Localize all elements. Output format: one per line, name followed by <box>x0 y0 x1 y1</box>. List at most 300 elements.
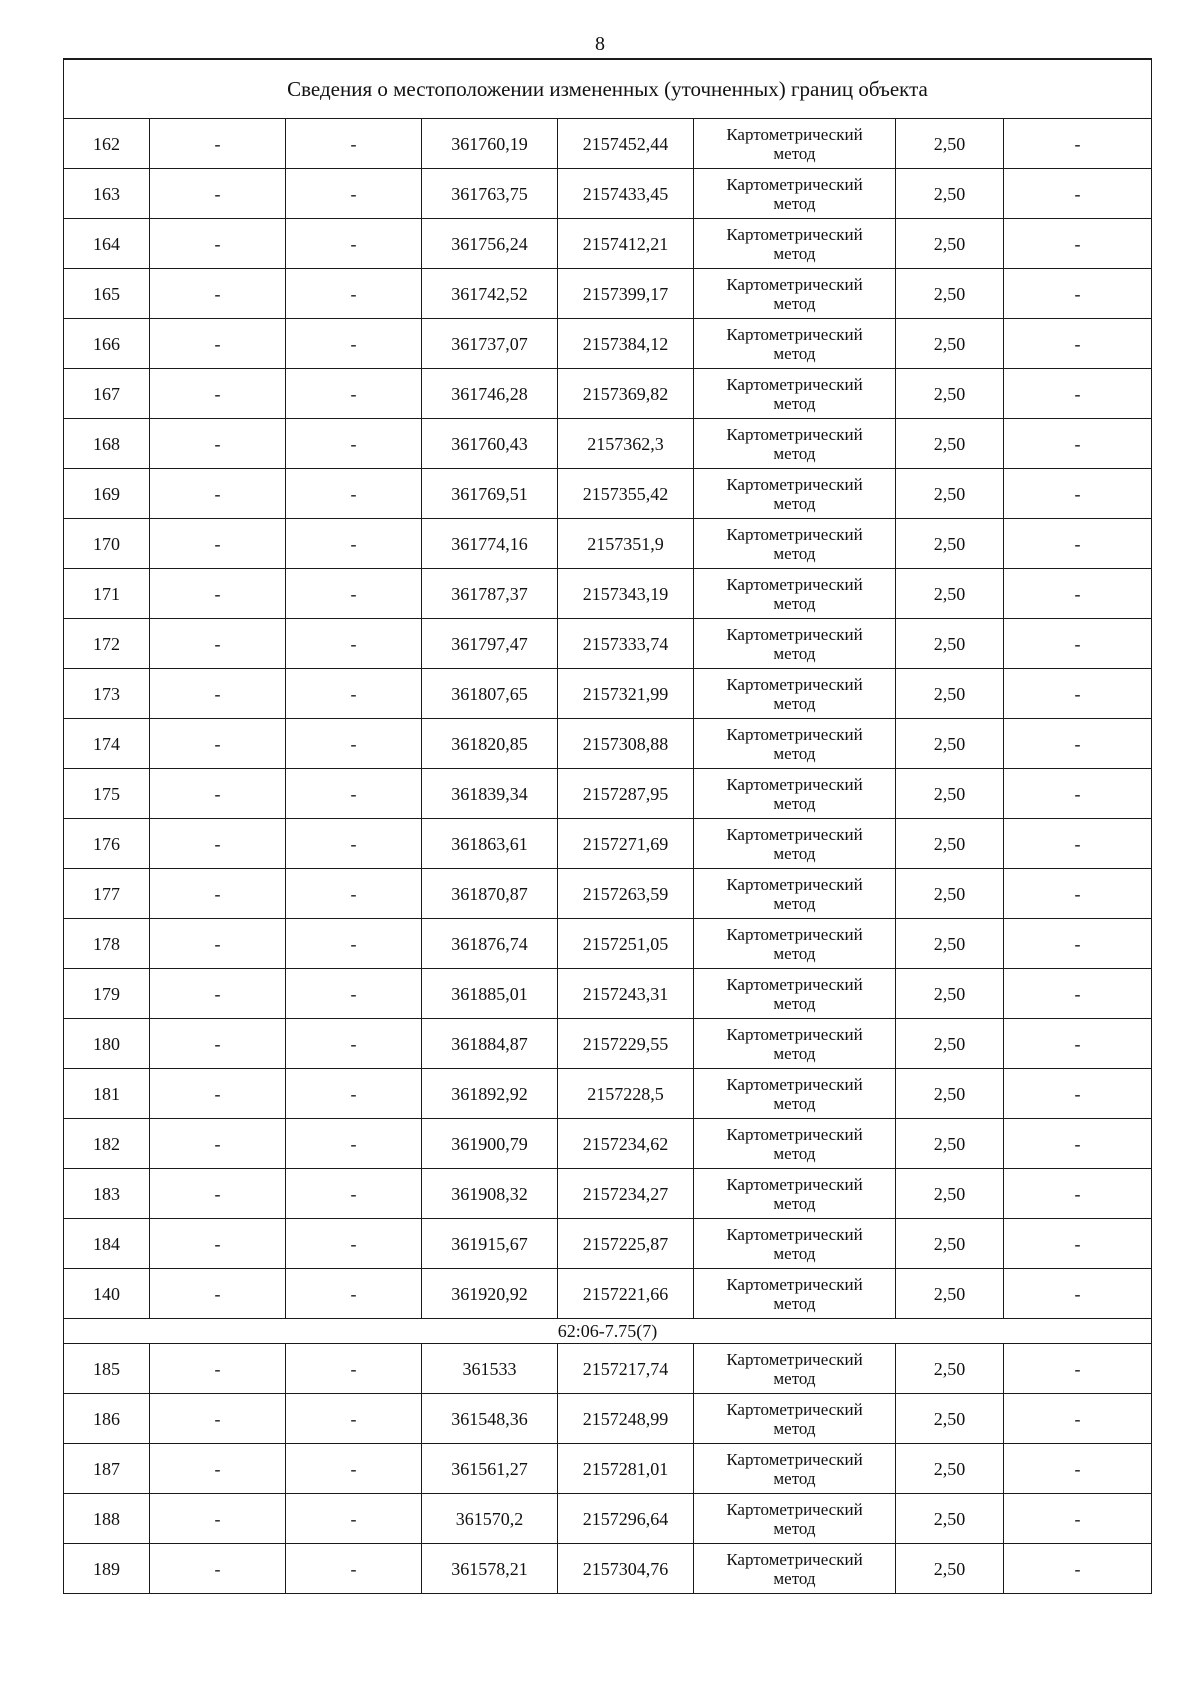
accuracy-cell: 2,50 <box>896 1544 1004 1594</box>
x-coordinate-cell: 361561,27 <box>422 1444 558 1494</box>
accuracy-cell: 2,50 <box>896 869 1004 919</box>
method-line-2: метод <box>773 1193 816 1213</box>
table-row <box>64 369 1152 419</box>
method-cell <box>694 269 896 319</box>
method-cell <box>694 569 896 619</box>
old-y-cell: - <box>286 819 422 869</box>
old-x-cell: - <box>150 619 286 669</box>
y-coordinate-cell: 2157351,9 <box>558 519 694 569</box>
method-line-1: Картометрический <box>726 324 863 344</box>
table-row <box>64 219 1152 269</box>
accuracy-cell: 2,50 <box>896 569 1004 619</box>
method-line-1: Картометрический <box>726 174 863 194</box>
old-y-cell: - <box>286 619 422 669</box>
old-x-cell: - <box>150 869 286 919</box>
method-line-2: метод <box>773 593 816 613</box>
accuracy-cell: 2,50 <box>896 919 1004 969</box>
x-coordinate-cell: 361820,85 <box>422 719 558 769</box>
table-row <box>64 1069 1152 1119</box>
method-line-2: метод <box>773 893 816 913</box>
method-cell <box>694 519 896 569</box>
table-row <box>64 619 1152 669</box>
point-number-cell: 167 <box>64 369 150 419</box>
method-cell <box>694 969 896 1019</box>
method-line-2: метод <box>773 343 816 363</box>
y-coordinate-cell: 2157217,74 <box>558 1344 694 1394</box>
description-cell: - <box>1004 1494 1152 1544</box>
y-coordinate-cell: 2157251,05 <box>558 919 694 969</box>
description-cell: - <box>1004 669 1152 719</box>
table-row <box>64 169 1152 219</box>
method-line-2: метод <box>773 443 816 463</box>
old-y-cell: - <box>286 1494 422 1544</box>
description-cell: - <box>1004 869 1152 919</box>
y-coordinate-cell: 2157355,42 <box>558 469 694 519</box>
x-coordinate-cell: 361760,43 <box>422 419 558 469</box>
point-number-cell: 181 <box>64 1069 150 1119</box>
description-cell: - <box>1004 119 1152 169</box>
point-number-cell: 174 <box>64 719 150 769</box>
old-x-cell: - <box>150 1394 286 1444</box>
x-coordinate-cell: 361742,52 <box>422 269 558 319</box>
description-cell: - <box>1004 719 1152 769</box>
y-coordinate-cell: 2157369,82 <box>558 369 694 419</box>
y-coordinate-cell: 2157399,17 <box>558 269 694 319</box>
description-cell: - <box>1004 1069 1152 1119</box>
section-label: 62:06-7.75(7) <box>64 1319 1152 1344</box>
method-cell <box>694 769 896 819</box>
method-line-1: Картометрический <box>726 974 863 994</box>
method-line-1: Картометрический <box>726 1399 863 1419</box>
old-y-cell: - <box>286 1444 422 1494</box>
old-y-cell: - <box>286 1219 422 1269</box>
method-line-2: метод <box>773 493 816 513</box>
accuracy-cell: 2,50 <box>896 1119 1004 1169</box>
description-cell: - <box>1004 1169 1152 1219</box>
method-cell <box>694 719 896 769</box>
accuracy-cell: 2,50 <box>896 819 1004 869</box>
accuracy-cell: 2,50 <box>896 1169 1004 1219</box>
table-row <box>64 119 1152 169</box>
point-number-cell: 177 <box>64 869 150 919</box>
method-line-2: метод <box>773 843 816 863</box>
method-line-1: Картометрический <box>726 474 863 494</box>
method-cell <box>694 1544 896 1594</box>
old-x-cell: - <box>150 1069 286 1119</box>
x-coordinate-cell: 361578,21 <box>422 1544 558 1594</box>
x-coordinate-cell: 361737,07 <box>422 319 558 369</box>
table-row <box>64 1394 1152 1444</box>
method-line-1: Картометрический <box>726 774 863 794</box>
table-row <box>64 1119 1152 1169</box>
method-line-1: Картометрический <box>726 574 863 594</box>
description-cell: - <box>1004 319 1152 369</box>
table-row <box>64 419 1152 469</box>
accuracy-cell: 2,50 <box>896 219 1004 269</box>
method-line-1: Картометрический <box>726 224 863 244</box>
point-number-cell: 164 <box>64 219 150 269</box>
old-y-cell: - <box>286 219 422 269</box>
description-cell: - <box>1004 219 1152 269</box>
x-coordinate-cell: 361885,01 <box>422 969 558 1019</box>
method-cell <box>694 1394 896 1444</box>
old-y-cell: - <box>286 319 422 369</box>
old-x-cell: - <box>150 1219 286 1269</box>
point-number-cell: 178 <box>64 919 150 969</box>
table-row <box>64 919 1152 969</box>
old-y-cell: - <box>286 669 422 719</box>
method-cell <box>694 169 896 219</box>
method-line-1: Картометрический <box>726 1224 863 1244</box>
table-row <box>64 819 1152 869</box>
method-line-1: Картометрический <box>726 274 863 294</box>
table-body <box>64 59 1152 1594</box>
table-row <box>64 669 1152 719</box>
method-line-2: метод <box>773 743 816 763</box>
table-row <box>64 469 1152 519</box>
description-cell: - <box>1004 469 1152 519</box>
old-y-cell: - <box>286 969 422 1019</box>
old-x-cell: - <box>150 519 286 569</box>
method-cell <box>694 1444 896 1494</box>
method-line-2: метод <box>773 143 816 163</box>
y-coordinate-cell: 2157229,55 <box>558 1019 694 1069</box>
x-coordinate-cell: 361756,24 <box>422 219 558 269</box>
description-cell: - <box>1004 1019 1152 1069</box>
description-cell: - <box>1004 1119 1152 1169</box>
point-number-cell: 182 <box>64 1119 150 1169</box>
method-line-1: Картометрический <box>726 1274 863 1294</box>
description-cell: - <box>1004 1394 1152 1444</box>
description-cell: - <box>1004 769 1152 819</box>
point-number-cell: 168 <box>64 419 150 469</box>
method-cell <box>694 869 896 919</box>
accuracy-cell: 2,50 <box>896 769 1004 819</box>
method-cell <box>694 1019 896 1069</box>
method-line-2: метод <box>773 543 816 563</box>
method-line-2: метод <box>773 1468 816 1488</box>
old-y-cell: - <box>286 119 422 169</box>
old-y-cell: - <box>286 169 422 219</box>
table-row <box>64 519 1152 569</box>
method-cell <box>694 619 896 669</box>
table-row <box>64 1544 1152 1594</box>
accuracy-cell: 2,50 <box>896 1344 1004 1394</box>
description-cell: - <box>1004 519 1152 569</box>
description-cell: - <box>1004 1219 1152 1269</box>
x-coordinate-cell: 361797,47 <box>422 619 558 669</box>
description-cell: - <box>1004 369 1152 419</box>
old-y-cell: - <box>286 1544 422 1594</box>
method-line-2: метод <box>773 1568 816 1588</box>
x-coordinate-cell: 361863,61 <box>422 819 558 869</box>
old-x-cell: - <box>150 1344 286 1394</box>
point-number-cell: 184 <box>64 1219 150 1269</box>
method-line-1: Картометрический <box>726 124 863 144</box>
accuracy-cell: 2,50 <box>896 719 1004 769</box>
old-x-cell: - <box>150 1019 286 1069</box>
y-coordinate-cell: 2157452,44 <box>558 119 694 169</box>
method-line-1: Картометрический <box>726 1174 863 1194</box>
accuracy-cell: 2,50 <box>896 419 1004 469</box>
method-line-2: метод <box>773 1093 816 1113</box>
accuracy-cell: 2,50 <box>896 519 1004 569</box>
old-y-cell: - <box>286 869 422 919</box>
description-cell: - <box>1004 569 1152 619</box>
method-line-2: метод <box>773 1143 816 1163</box>
description-cell: - <box>1004 1444 1152 1494</box>
old-x-cell: - <box>150 419 286 469</box>
y-coordinate-cell: 2157321,99 <box>558 669 694 719</box>
x-coordinate-cell: 361763,75 <box>422 169 558 219</box>
method-line-1: Картометрический <box>726 1074 863 1094</box>
x-coordinate-cell: 361884,87 <box>422 1019 558 1069</box>
method-cell <box>694 1219 896 1269</box>
old-x-cell: - <box>150 669 286 719</box>
accuracy-cell: 2,50 <box>896 469 1004 519</box>
point-number-cell: 162 <box>64 119 150 169</box>
description-cell: - <box>1004 1269 1152 1319</box>
method-line-1: Картометрический <box>726 824 863 844</box>
method-cell <box>694 119 896 169</box>
method-line-2: метод <box>773 1418 816 1438</box>
method-cell <box>694 1119 896 1169</box>
method-cell <box>694 1269 896 1319</box>
point-number-cell: 175 <box>64 769 150 819</box>
method-line-2: метод <box>773 993 816 1013</box>
point-number-cell: 187 <box>64 1444 150 1494</box>
y-coordinate-cell: 2157333,74 <box>558 619 694 669</box>
table-row <box>64 1219 1152 1269</box>
accuracy-cell: 2,50 <box>896 619 1004 669</box>
method-line-1: Картометрический <box>726 1549 863 1569</box>
y-coordinate-cell: 2157296,64 <box>558 1494 694 1544</box>
old-y-cell: - <box>286 1394 422 1444</box>
method-line-1: Картометрический <box>726 1024 863 1044</box>
method-line-2: метод <box>773 243 816 263</box>
y-coordinate-cell: 2157221,66 <box>558 1269 694 1319</box>
x-coordinate-cell: 361787,37 <box>422 569 558 619</box>
point-number-cell: 140 <box>64 1269 150 1319</box>
old-y-cell: - <box>286 919 422 969</box>
x-coordinate-cell: 361892,92 <box>422 1069 558 1119</box>
accuracy-cell: 2,50 <box>896 1269 1004 1319</box>
y-coordinate-cell: 2157287,95 <box>558 769 694 819</box>
y-coordinate-cell: 2157308,88 <box>558 719 694 769</box>
old-x-cell: - <box>150 119 286 169</box>
y-coordinate-cell: 2157304,76 <box>558 1544 694 1594</box>
old-y-cell: - <box>286 569 422 619</box>
y-coordinate-cell: 2157243,31 <box>558 969 694 1019</box>
point-number-cell: 170 <box>64 519 150 569</box>
table-row <box>64 1344 1152 1394</box>
x-coordinate-cell: 361920,92 <box>422 1269 558 1319</box>
method-line-1: Картометрический <box>726 424 863 444</box>
method-line-2: метод <box>773 1043 816 1063</box>
accuracy-cell: 2,50 <box>896 669 1004 719</box>
method-line-2: метод <box>773 1368 816 1388</box>
old-x-cell: - <box>150 819 286 869</box>
y-coordinate-cell: 2157234,62 <box>558 1119 694 1169</box>
method-cell <box>694 219 896 269</box>
x-coordinate-cell: 361533 <box>422 1344 558 1394</box>
x-coordinate-cell: 361839,34 <box>422 769 558 819</box>
page-number: 8 <box>595 33 605 55</box>
method-line-1: Картометрический <box>726 624 863 644</box>
point-number-cell: 172 <box>64 619 150 669</box>
method-line-2: метод <box>773 1293 816 1313</box>
table-row <box>64 1444 1152 1494</box>
old-x-cell: - <box>150 569 286 619</box>
section-row <box>64 1319 1152 1344</box>
table-row <box>64 1269 1152 1319</box>
old-y-cell: - <box>286 1119 422 1169</box>
old-x-cell: - <box>150 1119 286 1169</box>
point-number-cell: 166 <box>64 319 150 369</box>
table-row <box>64 319 1152 369</box>
point-number-cell: 185 <box>64 1344 150 1394</box>
description-cell: - <box>1004 619 1152 669</box>
old-y-cell: - <box>286 1019 422 1069</box>
description-cell: - <box>1004 269 1152 319</box>
y-coordinate-cell: 2157433,45 <box>558 169 694 219</box>
old-y-cell: - <box>286 1069 422 1119</box>
method-cell <box>694 319 896 369</box>
description-cell: - <box>1004 819 1152 869</box>
old-x-cell: - <box>150 469 286 519</box>
table-title: Сведения о местоположении измененных (уточненных) границ объекта <box>64 59 1152 119</box>
old-y-cell: - <box>286 769 422 819</box>
accuracy-cell: 2,50 <box>896 269 1004 319</box>
old-y-cell: - <box>286 269 422 319</box>
x-coordinate-cell: 361915,67 <box>422 1219 558 1269</box>
y-coordinate-cell: 2157412,21 <box>558 219 694 269</box>
old-x-cell: - <box>150 319 286 369</box>
point-number-cell: 179 <box>64 969 150 1019</box>
point-number-cell: 163 <box>64 169 150 219</box>
point-number-cell: 171 <box>64 569 150 619</box>
x-coordinate-cell: 361570,2 <box>422 1494 558 1544</box>
x-coordinate-cell: 361760,19 <box>422 119 558 169</box>
method-line-2: метод <box>773 293 816 313</box>
old-x-cell: - <box>150 969 286 1019</box>
old-y-cell: - <box>286 1344 422 1394</box>
point-number-cell: 176 <box>64 819 150 869</box>
method-cell <box>694 819 896 869</box>
old-y-cell: - <box>286 1269 422 1319</box>
accuracy-cell: 2,50 <box>896 1019 1004 1069</box>
description-cell: - <box>1004 919 1152 969</box>
accuracy-cell: 2,50 <box>896 1494 1004 1544</box>
point-number-cell: 188 <box>64 1494 150 1544</box>
description-cell: - <box>1004 169 1152 219</box>
description-cell: - <box>1004 1544 1152 1594</box>
method-line-1: Картометрический <box>726 1124 863 1144</box>
y-coordinate-cell: 2157225,87 <box>558 1219 694 1269</box>
method-line-2: метод <box>773 1518 816 1538</box>
table-row <box>64 719 1152 769</box>
method-line-2: метод <box>773 193 816 213</box>
x-coordinate-cell: 361746,28 <box>422 369 558 419</box>
method-line-1: Картометрический <box>726 524 863 544</box>
accuracy-cell: 2,50 <box>896 119 1004 169</box>
point-number-cell: 173 <box>64 669 150 719</box>
x-coordinate-cell: 361807,65 <box>422 669 558 719</box>
method-cell <box>694 1344 896 1394</box>
accuracy-cell: 2,50 <box>896 1394 1004 1444</box>
y-coordinate-cell: 2157384,12 <box>558 319 694 369</box>
old-x-cell: - <box>150 169 286 219</box>
method-cell <box>694 469 896 519</box>
x-coordinate-cell: 361870,87 <box>422 869 558 919</box>
description-cell: - <box>1004 1344 1152 1394</box>
method-cell <box>694 669 896 719</box>
old-y-cell: - <box>286 369 422 419</box>
old-x-cell: - <box>150 769 286 819</box>
point-number-cell: 183 <box>64 1169 150 1219</box>
accuracy-cell: 2,50 <box>896 1069 1004 1119</box>
table-row <box>64 869 1152 919</box>
accuracy-cell: 2,50 <box>896 1219 1004 1269</box>
method-cell <box>694 1494 896 1544</box>
accuracy-cell: 2,50 <box>896 969 1004 1019</box>
old-x-cell: - <box>150 919 286 969</box>
y-coordinate-cell: 2157271,69 <box>558 819 694 869</box>
x-coordinate-cell: 361908,32 <box>422 1169 558 1219</box>
method-line-1: Картометрический <box>726 874 863 894</box>
table-row <box>64 1494 1152 1544</box>
y-coordinate-cell: 2157234,27 <box>558 1169 694 1219</box>
method-cell <box>694 369 896 419</box>
old-x-cell: - <box>150 1444 286 1494</box>
point-number-cell: 189 <box>64 1544 150 1594</box>
method-line-1: Картометрический <box>726 374 863 394</box>
old-y-cell: - <box>286 719 422 769</box>
method-line-1: Картометрический <box>726 1499 863 1519</box>
table-row <box>64 1169 1152 1219</box>
method-cell <box>694 1169 896 1219</box>
method-cell <box>694 419 896 469</box>
method-line-1: Картометрический <box>726 674 863 694</box>
old-x-cell: - <box>150 1269 286 1319</box>
old-x-cell: - <box>150 219 286 269</box>
point-number-cell: 180 <box>64 1019 150 1069</box>
method-line-2: метод <box>773 793 816 813</box>
method-line-1: Картометрический <box>726 724 863 744</box>
method-line-2: метод <box>773 693 816 713</box>
table-row <box>64 269 1152 319</box>
old-x-cell: - <box>150 719 286 769</box>
point-number-cell: 186 <box>64 1394 150 1444</box>
old-x-cell: - <box>150 369 286 419</box>
y-coordinate-cell: 2157263,59 <box>558 869 694 919</box>
old-y-cell: - <box>286 469 422 519</box>
old-x-cell: - <box>150 1169 286 1219</box>
accuracy-cell: 2,50 <box>896 319 1004 369</box>
old-y-cell: - <box>286 1169 422 1219</box>
x-coordinate-cell: 361769,51 <box>422 469 558 519</box>
x-coordinate-cell: 361548,36 <box>422 1394 558 1444</box>
method-line-1: Картометрический <box>726 1349 863 1369</box>
old-x-cell: - <box>150 269 286 319</box>
old-y-cell: - <box>286 419 422 469</box>
method-line-2: метод <box>773 643 816 663</box>
description-cell: - <box>1004 419 1152 469</box>
x-coordinate-cell: 361774,16 <box>422 519 558 569</box>
old-y-cell: - <box>286 519 422 569</box>
x-coordinate-cell: 361876,74 <box>422 919 558 969</box>
old-x-cell: - <box>150 1544 286 1594</box>
